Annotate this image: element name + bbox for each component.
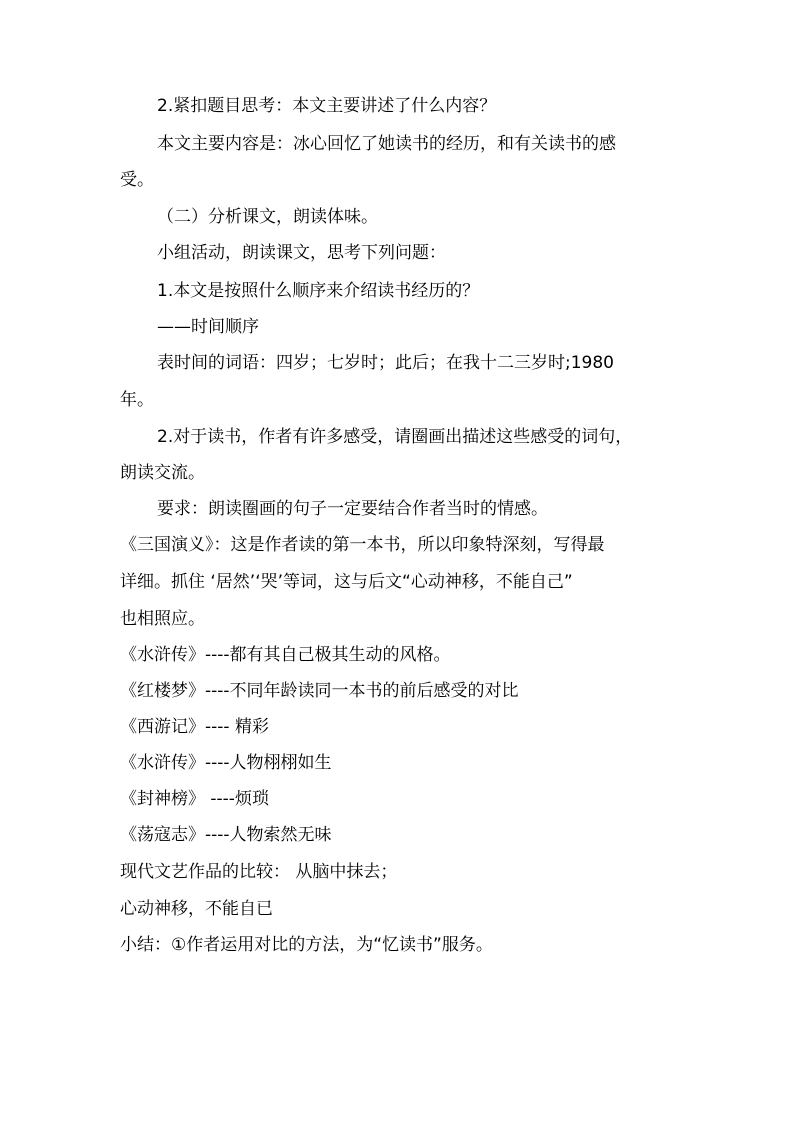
main-content-answer-continued: 受。 (120, 170, 154, 190)
book-shuihu-characters: 《水浒传》----人物栩栩如生 (120, 753, 332, 773)
question-2-feelings-continued: 朗读交流。 (120, 463, 205, 483)
book-xiyouji: 《西游记》---- 精彩 (120, 717, 269, 737)
time-words: 表时间的词语：四岁；七岁时；此后；在我十二三岁时;1980 (157, 353, 614, 373)
main-content-answer: 本文主要内容是：冰心回忆了她读书的经历，和有关读书的感 (157, 134, 616, 154)
book-dangkouzhi: 《荡寇志》----人物索然无味 (120, 825, 332, 845)
book-hongloumeng: 《红楼梦》----不同年龄读同一本书的前后感受的对比 (120, 681, 519, 701)
time-words-continued: 年。 (120, 390, 154, 410)
section-heading-analysis: （二）分析课文，朗读体味。 (157, 207, 378, 227)
modern-works-comparison: 现代文艺作品的比较： 从脑中抹去； (120, 862, 398, 882)
modern-works-feeling: 心动神移，不能自已 (120, 899, 273, 919)
book-sanguo: 《三国演义》：这是作者读的第一本书，所以印象特深刻，写得最 (120, 535, 605, 555)
book-sanguo-continued: 详细。抓住 ‘居然’‘哭’等词，这与后文“心动神移，不能自己” (120, 572, 573, 592)
group-activity-instruction: 小组活动，朗读课文，思考下列问题： (157, 243, 446, 263)
question-1-order: 1.本文是按照什么顺序来介绍读书经历的？ (157, 281, 480, 301)
answer-time-order: ——时间顺序 (157, 317, 259, 337)
requirement: 要求：朗读圈画的句子一定要结合作者当时的情感。 (157, 499, 548, 519)
question-2-feelings: 2.对于读书，作者有许多感受，请圈画出描述这些感受的词句， (157, 427, 633, 447)
book-shuihu-style: 《水浒传》----都有其自己极其生动的风格。 (120, 645, 451, 665)
book-fengshenbang: 《封神榜》 ----烦琐 (120, 789, 269, 809)
question-2-main-content: 2.紧扣题目思考：本文主要讲述了什么内容？ (157, 96, 497, 116)
book-sanguo-end: 也相照应。 (120, 609, 205, 629)
summary: 小结：①作者运用对比的方法，为“忆读书”服务。 (120, 935, 493, 955)
